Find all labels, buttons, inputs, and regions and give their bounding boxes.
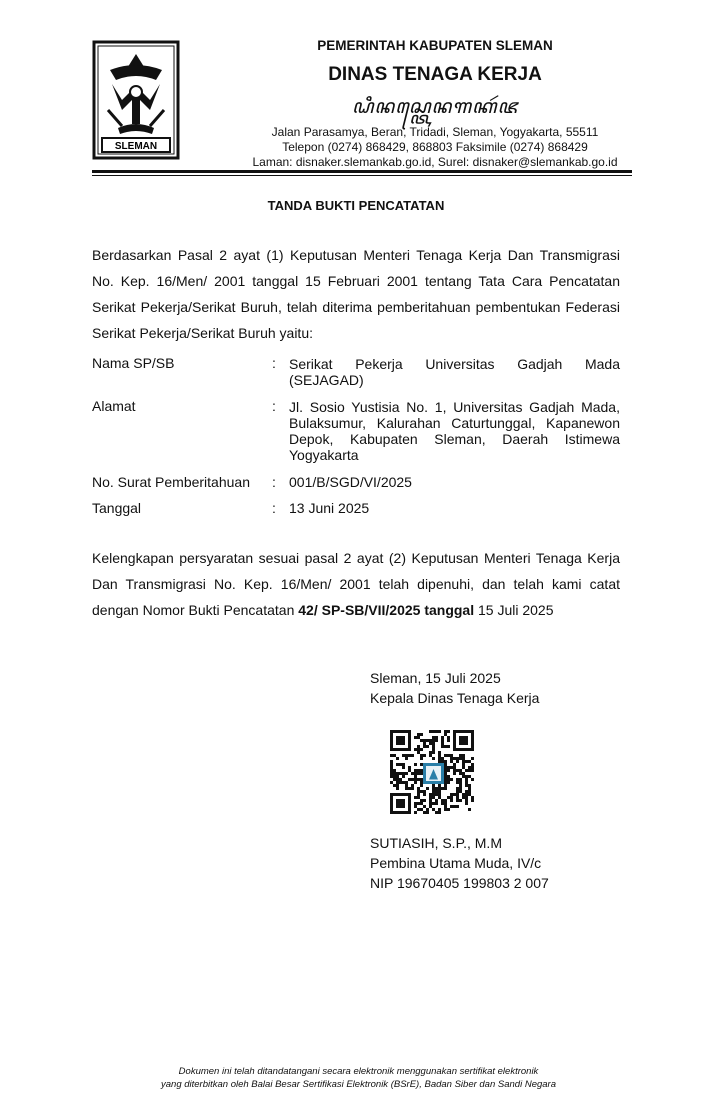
signatory-info [370,833,549,893]
signature-header [370,668,539,708]
document-title: TANDA BUKTI PENCATATAN [267,198,445,213]
agency-name-javanese-script: ꦝꦶꦤꦱ꧀ꦠꦺꦤꦒꦏꦂꦗ [351,94,519,118]
closing-paragraph [92,545,620,623]
government-name: PEMERINTAH KABUPATEN SLEMAN [317,38,553,53]
field-value-date: 13 Juni 2025 [289,500,370,516]
field-label-address: Alamat [92,398,136,414]
record-number: 42/ SP-SB/VII/2025 tanggal [298,602,475,618]
footer-line-2: yang diterbitkan oleh Balai Besar Sertifikasi Elektronik (BSrE), Badan Siber dan Sandi Negara [161,1079,556,1090]
field-colon: : [272,398,276,414]
logo-label: SLEMAN [114,141,158,152]
field-value-notice-number: 001/B/SGD/VI/2025 [289,474,412,490]
closing-text: Kelengkapan persyaratan sesuai pasal 2 ayat (2) Keputusan Menteri Tenaga Kerja Dan Transmigrasi No. Kep. 16/Men/ 2001 telah dipenuhi, dan telah kami catat dengan Nomor Bukti Pencatatan [92,550,620,618]
letterhead-rule-thick [92,170,632,173]
field-colon: : [272,355,276,371]
field-colon: : [272,474,276,490]
field-colon: : [272,500,276,516]
footer-line-1: Dokumen ini telah ditandatangani secara elektronik menggunakan sertifikat elektronik [178,1066,539,1077]
regency-logo [92,40,180,160]
field-value-address: Jl. Sosio Yustisia No. 1, Universitas Gadjah Mada, Bulaksumur, Kalurahan Caturtunggal, Kapanewon Depok, Kabupaten Sleman, Daerah Istimewa Yogyakarta [289,399,620,463]
field-label-notice-number: No. Surat Pemberitahuan [92,474,250,490]
record-date: 15 Juli 2025 [478,602,554,618]
letterhead-address: Jalan Parasamya, Beran, Tridadi, Sleman, Yogyakarta, 55511 [271,125,599,139]
qr-code-signature [390,730,474,814]
intro-paragraph: Berdasarkan Pasal 2 ayat (1) Keputusan Menteri Tenaga Kerja Dan Transmigrasi No. Kep. 16/Men/ 2001 tanggal 15 Februari 2001 tentang Tata Cara Pencatatan Serikat Pekerja/Serikat Buruh, telah diterima pemberitahuan pembentukan Federasi Serikat Pekerja/Serikat Buruh yaitu: [92,247,620,341]
agency-name: DINAS TENAGA KERJA [328,64,542,85]
e-signature-footer [100,1065,617,1091]
field-label-name: Nama SP/SB [92,355,175,371]
signature-position: Kepala Dinas Tenaga Kerja [370,690,540,706]
letterhead-rule-thin [92,175,632,176]
signatory-rank: Pembina Utama Muda, IV/c [370,855,542,871]
field-label-date: Tanggal [92,500,142,516]
signatory-name: SUTIASIH, S.P., M.M [370,835,502,851]
letterhead-web: Laman: disnaker.slemankab.go.id, Surel: disnaker@slemankab.go.id [252,155,618,169]
field-value-name: Serikat Pekerja Universitas Gadjah Mada (SEJAGAD) [289,356,620,388]
letterhead-contact [200,125,670,170]
letterhead-phone: Telepon (0274) 868429, 868803 Faksimile (0274) 868429 [282,140,588,154]
signature-place-date: Sleman, 15 Juli 2025 [370,670,501,686]
signatory-nip: NIP 19670405 199803 2 007 [370,875,549,891]
